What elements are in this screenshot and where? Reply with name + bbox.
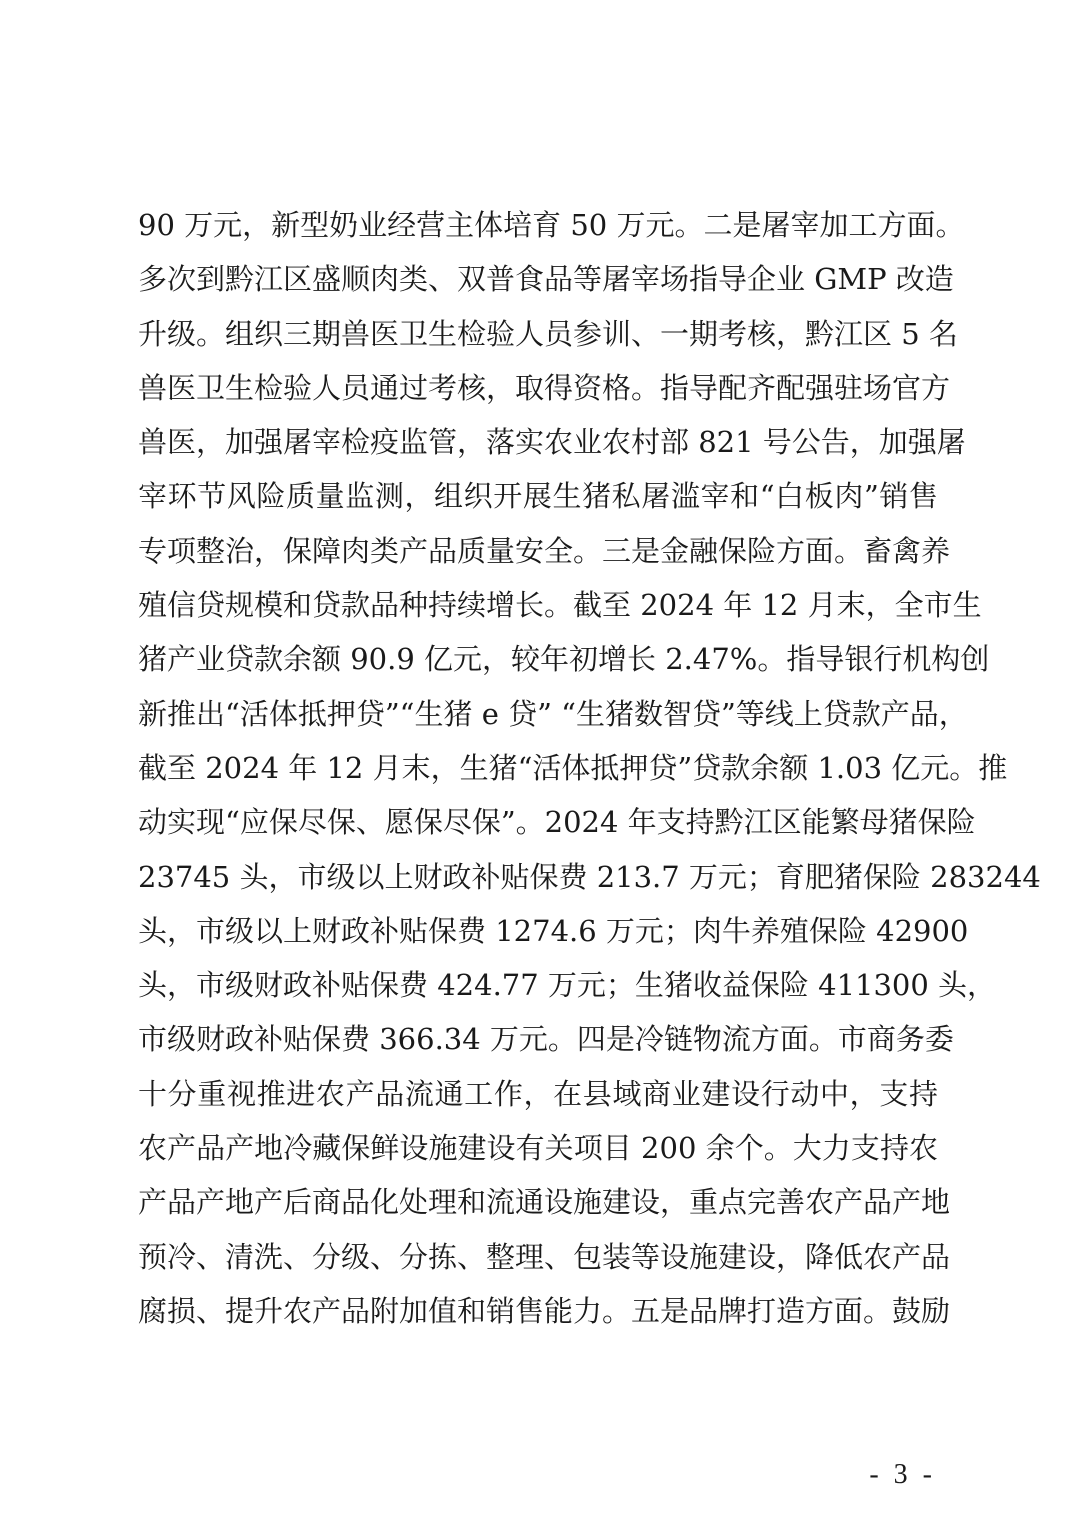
text-line: 兽医卫生检验人员通过考核，取得资格。指导配齐配强驻场官方 bbox=[138, 370, 951, 405]
text-line: 23745 头，市级以上财政补贴保费 213.7 万元；育肥猪保险 283244 bbox=[138, 859, 1041, 894]
text-line: 市级财政补贴保费 366.34 万元。四是冷链物流方面。市商务委 bbox=[138, 1022, 954, 1057]
text-line: 头，市级以上财政补贴保费 1274.6 万元；肉牛养殖保险 42900 bbox=[138, 913, 969, 948]
text-line: 截至 2024 年 12 月末，生猪“活体抵押贷”贷款余额 1.03 亿元。推 bbox=[138, 750, 1008, 785]
text-line: 兽医，加强屠宰检疫监管，落实农业农村部 821 号公告，加强屠 bbox=[138, 425, 966, 460]
text-line: 产品产地产后商品化处理和流通设施建设，重点完善农产品产地 bbox=[138, 1185, 951, 1220]
text-line: 农产品产地冷藏保鲜设施建设有关项目 200 余个。大力支持农 bbox=[138, 1131, 938, 1166]
page-number: - 3 - bbox=[869, 1459, 936, 1490]
text-line: 新推出“活体抵押贷”“生猪 e 贷” “生猪数智贷”等线上贷款产品， bbox=[138, 696, 968, 731]
text-line: 预冷、清洗、分级、分拣、整理、包装等设施建设，降低农产品 bbox=[138, 1239, 951, 1274]
text-line: 动实现“应保尽保、愿保尽保”。2024 年支持黔江区能繁母猪保险 bbox=[138, 805, 976, 840]
body-text bbox=[138, 198, 1041, 1338]
text-line: 90 万元，新型奶业经营主体培育 50 万元。二是屠宰加工方面。 bbox=[138, 208, 965, 242]
text-line: 头，市级财政补贴保费 424.77 万元；生猪收益保险 411300 头， bbox=[138, 968, 997, 1003]
text-line: 多次到黔江区盛顺肉类、双普食品等屠宰场指导企业 GMP 改造 bbox=[138, 262, 954, 297]
text-line: 腐损、提升农产品附加值和销售能力。五是品牌打造方面。鼓励 bbox=[138, 1293, 951, 1328]
text-line: 十分重视推进农产品流通工作，在县域商业建设行动中，支持 bbox=[138, 1076, 938, 1111]
text-line: 专项整治，保障肉类产品质量安全。三是金融保险方面。畜禽养 bbox=[138, 533, 951, 568]
text-line: 升级。组织三期兽医卫生检验人员参训、一期考核，黔江区 5 名 bbox=[138, 316, 958, 351]
text-line: 猪产业贷款余额 90.9 亿元，较年初增长 2.47%。指导银行机构创 bbox=[138, 642, 990, 677]
text-line: 殖信贷规模和贷款品种持续增长。截至 2024 年 12 月末，全市生 bbox=[138, 588, 982, 623]
text-line: 宰环节风险质量监测，组织开展生猪私屠滥宰和“白板肉”销售 bbox=[138, 479, 938, 514]
